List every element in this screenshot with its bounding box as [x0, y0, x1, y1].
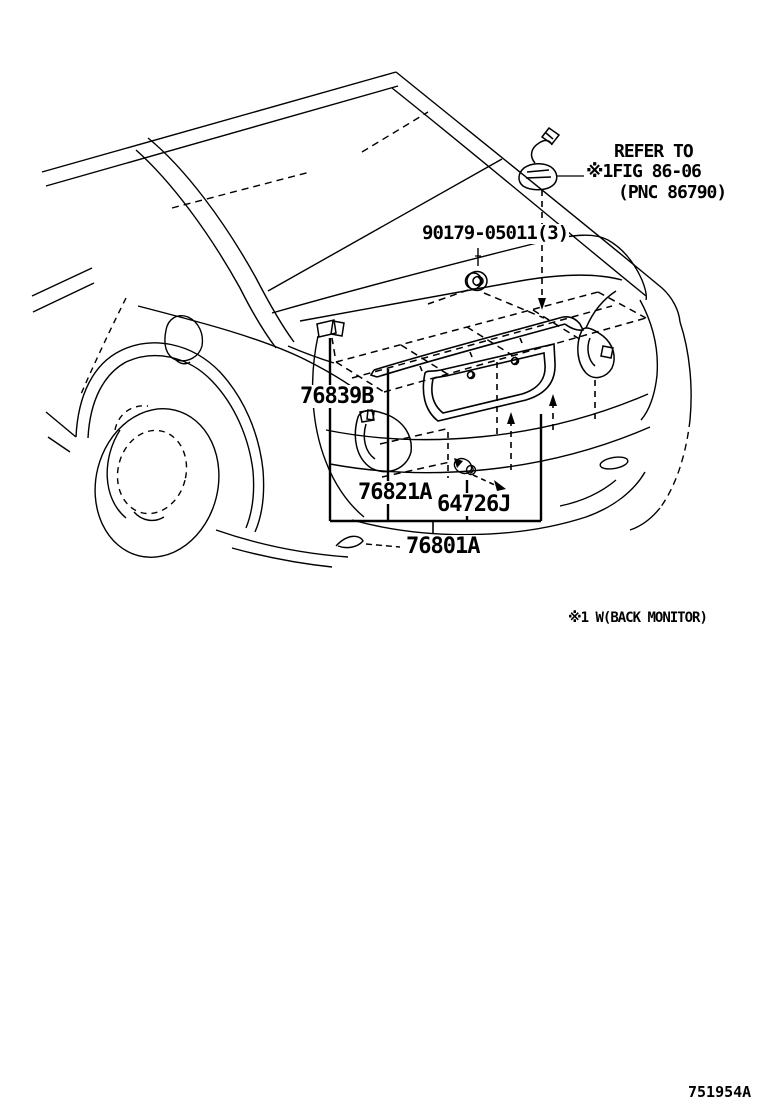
part-label-moulding-protector: 76821A: [358, 480, 432, 505]
part-label-grommet: 64726J: [437, 492, 511, 517]
figure-code: 751954A: [688, 1083, 752, 1101]
refer-note-line2: ※1FIG 86-06: [586, 161, 701, 182]
left-body-side: [32, 138, 368, 567]
garnish-clip-icon: [317, 320, 344, 337]
refer-note-line1: REFER TO: [614, 141, 693, 162]
flange-nut-icon: [466, 248, 488, 291]
license-plate-recess: [423, 344, 555, 421]
refer-note-line3: (PNC 86790): [618, 182, 727, 203]
part-label-clip: 76839B: [300, 384, 374, 409]
screw-grommet-icon: [452, 456, 506, 491]
part-label-garnish: 76801A: [406, 534, 480, 559]
part-label-nut: 90179-05011(3): [422, 222, 569, 244]
footnote: ※1 W(BACK MONITOR): [568, 610, 707, 626]
tail-lamps: [355, 291, 616, 472]
rear-window-and-roof: [42, 72, 680, 363]
mounting-grid: [332, 290, 646, 477]
